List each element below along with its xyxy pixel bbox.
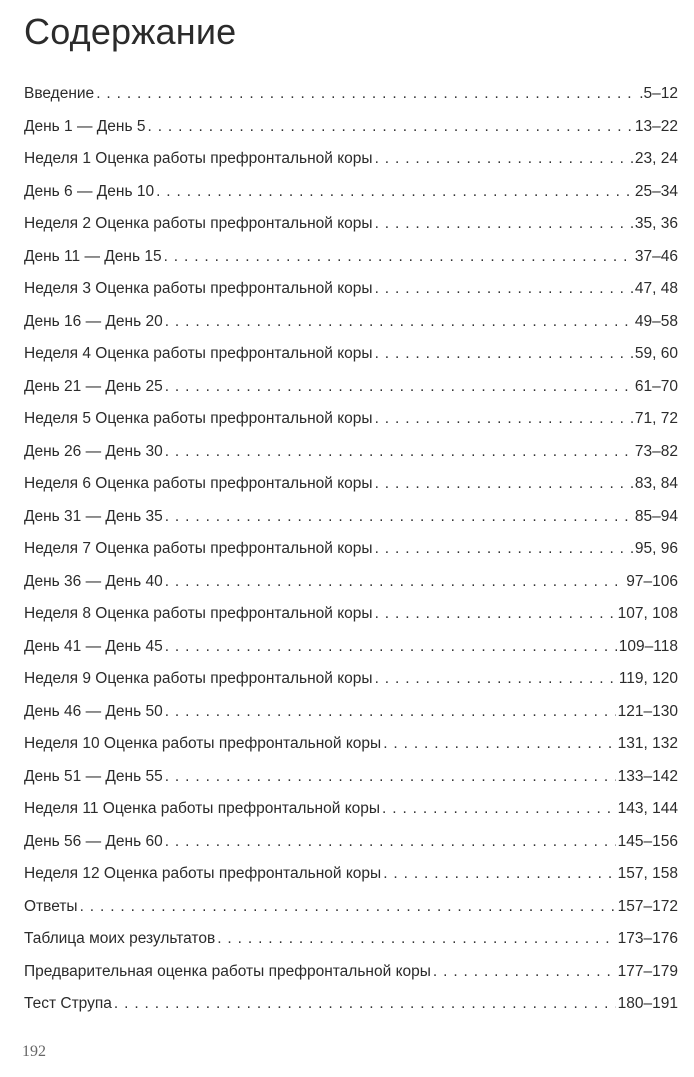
toc-entry (24, 241, 678, 274)
toc-entry (24, 566, 678, 599)
toc-entry-label: Таблица моих результатов (24, 930, 216, 947)
toc-entry-pages: 71, 72 (634, 410, 678, 427)
toc-entry (24, 338, 678, 371)
toc-entry-label: Неделя 11 Оценка работы префронтальной коры (24, 800, 381, 817)
toc-entry-label: Неделя 5 Оценка работы префронтальной коры (24, 410, 373, 427)
toc-entry (24, 143, 678, 176)
toc-entry (24, 78, 678, 111)
toc-entry (24, 956, 678, 989)
toc-entry-label: Неделя 12 Оценка работы префронтальной коры (24, 865, 382, 882)
toc-entry-pages: 47, 48 (634, 280, 678, 297)
toc-entry (24, 793, 678, 826)
toc-entry (24, 176, 678, 209)
toc-entry (24, 111, 678, 144)
toc-entry (24, 533, 678, 566)
toc-entry-pages: 143, 144 (617, 800, 678, 817)
dot-leader (375, 273, 633, 306)
toc-entry-pages: 13–22 (634, 117, 678, 135)
toc-entry-pages: 25–34 (634, 182, 678, 200)
toc-entry (24, 988, 678, 1021)
toc-entry (24, 858, 678, 891)
toc-entry-label: Неделя 1 Оценка работы префронтальной коры (24, 150, 373, 167)
toc-entry (24, 923, 678, 956)
toc-entry-label: День 1 — День 5 (24, 117, 146, 135)
dot-leader (165, 696, 616, 729)
dot-leader (375, 403, 633, 436)
toc-entry-pages: 73–82 (634, 442, 678, 460)
toc-entry-label: Тест Струпа (24, 995, 112, 1012)
page-number: 192 (22, 1043, 46, 1060)
toc-entry-label: Неделя 9 Оценка работы префронтальной коры (24, 670, 373, 687)
dot-leader (165, 631, 617, 664)
table-of-contents (24, 78, 678, 1021)
toc-entry-label: Неделя 7 Оценка работы префронтальной коры (24, 540, 373, 557)
toc-entry-label: День 11 — День 15 (24, 247, 162, 265)
toc-entry-label: День 16 — День 20 (24, 312, 163, 330)
dot-leader (375, 208, 633, 241)
dot-leader (375, 663, 617, 696)
dot-leader (382, 793, 616, 826)
toc-entry (24, 891, 678, 924)
dot-leader (80, 891, 616, 924)
toc-entry-pages: 119, 120 (618, 670, 678, 687)
toc-entry-pages: 85–94 (634, 507, 678, 525)
dot-leader (375, 598, 616, 631)
toc-entry-pages: 145–156 (617, 832, 678, 850)
toc-entry-pages: 95, 96 (634, 540, 678, 557)
toc-entry (24, 826, 678, 859)
toc-entry-label: Введение (24, 85, 95, 102)
dot-leader (147, 111, 632, 144)
dot-leader (375, 468, 633, 501)
toc-entry-pages: 121–130 (617, 702, 678, 720)
toc-entry (24, 468, 678, 501)
toc-entry-pages: 131, 132 (617, 735, 678, 752)
toc-entry-pages: 37–46 (634, 247, 678, 265)
toc-entry-label: Неделя 2 Оценка работы префронтальной коры (24, 215, 373, 232)
toc-entry (24, 728, 678, 761)
dot-leader (114, 988, 616, 1021)
toc-entry-pages: 157, 158 (617, 865, 678, 882)
toc-entry-label: День 31 — День 35 (24, 507, 163, 525)
toc-entry (24, 208, 678, 241)
toc-entry-label: День 51 — День 55 (24, 767, 163, 785)
toc-entry-pages: 107, 108 (617, 605, 678, 622)
toc-entry-pages: .5–12 (639, 85, 678, 102)
toc-entry (24, 436, 678, 469)
dot-leader (165, 501, 633, 534)
toc-entry-pages: 83, 84 (634, 475, 678, 492)
toc-entry-label: День 36 — День 40 (24, 572, 163, 590)
dot-leader (433, 956, 616, 989)
dot-leader (383, 728, 615, 761)
toc-entry-pages: 173–176 (617, 930, 678, 947)
toc-entry (24, 306, 678, 339)
dot-leader (375, 338, 633, 371)
toc-entry-label: Ответы (24, 897, 78, 915)
dot-leader (156, 176, 633, 209)
toc-entry (24, 761, 678, 794)
toc-entry-label: День 41 — День 45 (24, 637, 163, 655)
toc-entry-pages: 61–70 (634, 377, 678, 395)
toc-entry-pages: 177–179 (617, 962, 678, 980)
toc-entry-pages: 157–172 (617, 897, 678, 915)
dot-leader (217, 923, 615, 956)
toc-entry (24, 273, 678, 306)
toc-entry (24, 696, 678, 729)
toc-entry (24, 663, 678, 696)
toc-entry-pages: 180–191 (617, 995, 678, 1012)
dot-leader (375, 533, 633, 566)
toc-entry-pages: 109–118 (618, 637, 678, 655)
toc-entry-pages: 59, 60 (634, 345, 678, 362)
page-title: Содержание (24, 11, 237, 52)
dot-leader (164, 241, 633, 274)
toc-entry-pages: 35, 36 (634, 215, 678, 232)
toc-entry (24, 631, 678, 664)
toc-entry-label: День 56 — День 60 (24, 832, 163, 850)
dot-leader (165, 566, 625, 599)
toc-entry-label: День 46 — День 50 (24, 702, 163, 720)
toc-entry-pages: 133–142 (617, 767, 678, 785)
dot-leader (165, 371, 633, 404)
toc-entry (24, 371, 678, 404)
toc-entry (24, 501, 678, 534)
toc-entry (24, 598, 678, 631)
toc-entry-label: День 26 — День 30 (24, 442, 163, 460)
toc-entry-pages: 49–58 (634, 312, 678, 330)
toc-entry-label: Неделя 4 Оценка работы префронтальной коры (24, 345, 373, 362)
dot-leader (165, 761, 616, 794)
dot-leader (383, 858, 615, 891)
dot-leader (96, 78, 637, 111)
toc-entry-label: День 6 — День 10 (24, 182, 155, 200)
dot-leader (375, 143, 633, 176)
toc-entry-label: Неделя 6 Оценка работы префронтальной коры (24, 475, 373, 492)
toc-entry-label: Неделя 10 Оценка работы префронтальной коры (24, 735, 382, 752)
toc-entry-label: Неделя 3 Оценка работы префронтальной коры (24, 280, 373, 297)
toc-entry-pages: 97–106 (626, 572, 678, 590)
toc-entry (24, 403, 678, 436)
toc-entry-pages: 23, 24 (634, 150, 678, 167)
dot-leader (165, 436, 633, 469)
dot-leader (165, 306, 633, 339)
toc-entry-label: Предварительная оценка работы префронтальной коры (24, 962, 431, 980)
dot-leader (165, 826, 616, 859)
toc-entry-label: День 21 — День 25 (24, 377, 163, 395)
toc-entry-label: Неделя 8 Оценка работы префронтальной коры (24, 605, 373, 622)
